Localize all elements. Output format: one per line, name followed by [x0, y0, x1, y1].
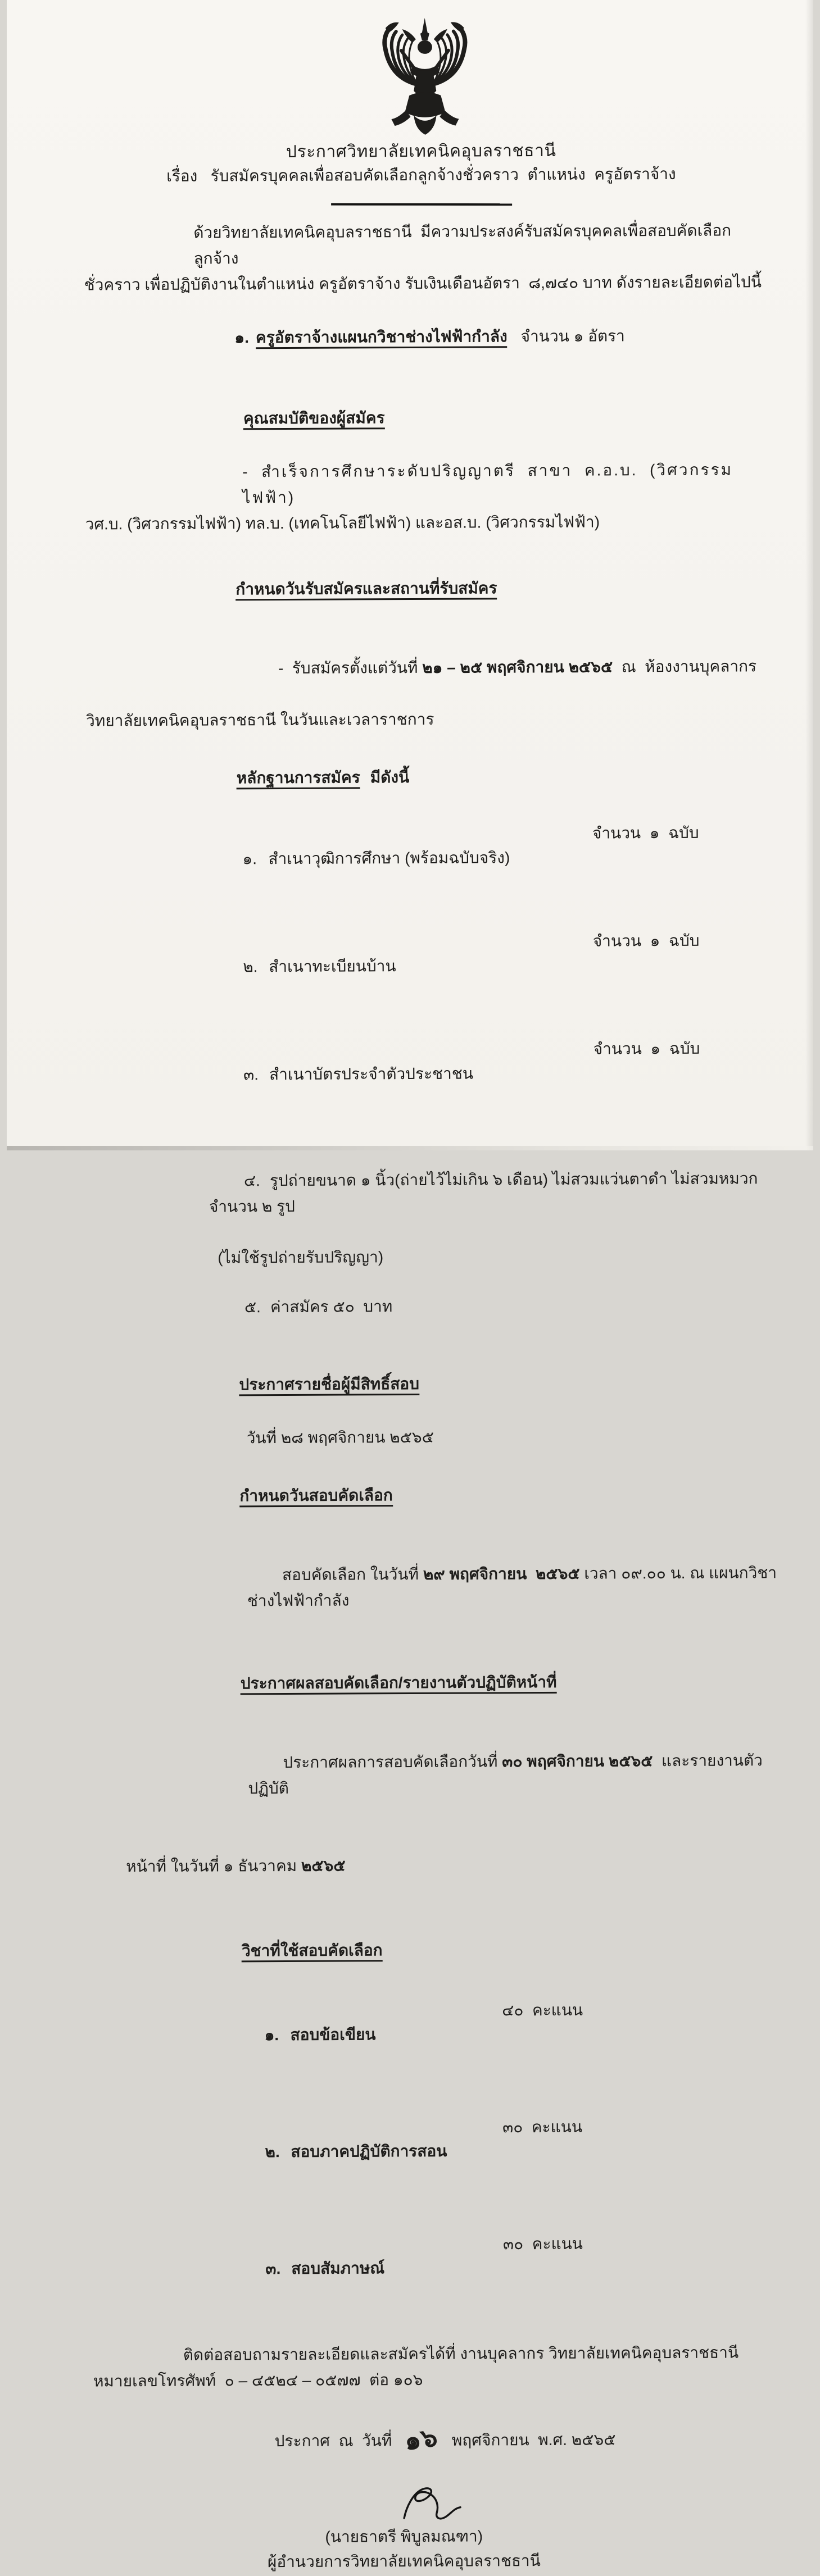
exam-line-post: เวลา ๐๙.๐๐ น. ณ แผนกวิชาช่างไฟฟ้ากำลัง [247, 1564, 777, 1610]
apply-line-2: วิทยาลัยเทคนิคอุบลราชธานี ในวันและเวลาราชการ [86, 710, 434, 730]
garuda-emblem-icon [376, 17, 473, 136]
document-item-text: สำเนาวุฒิการศึกษา (พร้อมฉบับจริง) [268, 849, 510, 868]
signer-name: (นายธาตรี พิบูลมณฑา) [325, 2527, 483, 2546]
subject-number: ๒. [265, 2143, 280, 2161]
document-item-row [10, 1268, 817, 1345]
qualification-line-2: วศ.บ. (วิศวกรรมไฟฟ้า) ทล.บ. (เทคโนโลยีไฟฟ้า) และอส.บ. (วิศวกรรมไฟฟ้า) [85, 513, 600, 533]
contact-line-2: หมายเลขโทรศัพท์ ๐ – ๔๕๒๔ – ๐๕๗๗ ต่อ ๑๐๖ [93, 2370, 423, 2390]
position-heading [6, 295, 813, 379]
apply-line-1-pre: - รับสมัครตั้งแต่วันที่ [278, 658, 423, 677]
announcement-title: ประกาศวิทยาลัยเทคนิคอุบลราชธานี [286, 141, 556, 161]
position-number: ๑. [234, 329, 250, 347]
result-year: ๒๕๖๕ [301, 1856, 346, 1874]
signature-area [15, 2484, 820, 2525]
exam-line-pre: สอบคัดเลือก ในวันที่ [282, 1565, 423, 1584]
apply-line-1 [7, 627, 814, 708]
document-body [5, 217, 820, 2576]
signer-block [15, 2523, 820, 2576]
intro-line-2: ชั่วคราว เพื่อปฏิบัติงานในตำแหน่ง ครูอัตราจ้าง รับเงินเดือนอัตรา ๘,๗๔๐ บาท ดังรายละเอียดต่อไปนี้ [84, 273, 762, 294]
emblem-wrap [4, 0, 812, 139]
document-header [5, 139, 812, 207]
document-item-number: ๕. [244, 1298, 261, 1316]
subject-text: สอบสัมภาษณ์ [291, 2259, 385, 2277]
signature-icon [387, 2485, 482, 2523]
scanned-announcement-page [7, 0, 813, 2571]
document-item-note: (ไม่ใช้รูปถ่ายรับปริญญา) [218, 1248, 384, 1267]
result-line-1-post: และรายงานตัวปฏิบัติ [248, 1751, 763, 1797]
subject-row [14, 2223, 820, 2343]
scan-edge-bottom [7, 1146, 813, 1150]
scan-edge-right [805, 0, 813, 1150]
subject-row [13, 1989, 820, 2109]
document-sheet [4, 0, 816, 2571]
issued-line [15, 2391, 820, 2486]
result-line-1-pre: ประกาศผลการสอบคัดเลือกวันที่ [283, 1753, 502, 1772]
apply-heading-row [7, 547, 814, 631]
result-line-2 [12, 1825, 819, 1906]
exam-heading-row [11, 1453, 818, 1537]
document-item-row [9, 1032, 816, 1143]
document-item-text: รูปถ่ายขนาด ๑ นิ้ว(ถ่ายไว้ไม่เกิน ๖ เดือน) ไม่สวมแว่นตาดำ ไม่สวมหมวก จำนวน ๒ รูป [209, 1169, 763, 1216]
announce-list-heading-row [10, 1342, 817, 1426]
intro-line-1: ด้วยวิทยาลัยเทคนิคอุบลราชธานี มีความประสงค์รับสมัครบุคคลเพื่อสอบคัดเลือกลูกจ้าง [193, 221, 732, 267]
position-title: ครูอัตราจ้างแผนกวิชาช่างไฟฟ้ากำลัง [256, 327, 508, 349]
document-item-number: ๔. [243, 1172, 260, 1190]
subject-score: ๓๐ คะแนน [502, 2118, 583, 2136]
document-item-text: ค่าสมัคร ๕๐ บาท [270, 1298, 393, 1316]
exam-heading: กำหนดวันสอบคัดเลือก [239, 1486, 393, 1507]
exam-line [11, 1534, 818, 1641]
header-divider [331, 203, 512, 206]
subject-text: สอบภาคปฏิบัติการสอน [291, 2142, 447, 2160]
subjects-heading: วิชาที่ใช้สอบคัดเลือก [242, 1941, 383, 1962]
document-item-amount: จำนวน ๑ ฉบับ [593, 1039, 700, 1058]
result-line-1 [12, 1722, 819, 1828]
document-item-row [9, 1140, 816, 1246]
qualification-heading: คุณสมบัติของผู้สมัคร [243, 409, 385, 430]
document-item-row [8, 816, 815, 927]
subject-number: ๓. [265, 2260, 281, 2278]
announce-list-date: วันที่ ๒๘ พฤศจิกายน ๒๕๖๕ [246, 1428, 434, 1447]
announcement-subject: เรื่อง รับสมัครบุคคลเพื่อสอบคัดเลือกลูกจ้างชั่วคราว ตำแหน่ง ครูอัตราจ้าง [166, 165, 676, 185]
document-item-number: ๒. [243, 958, 258, 976]
documents-heading: หลักฐานการสมัคร [237, 768, 360, 789]
issued-day-handwritten: ๑๖ [402, 2422, 440, 2456]
document-item-number: ๑. [242, 850, 257, 868]
issued-pre: ประกาศ ณ วันที่ [274, 2432, 392, 2450]
documents-heading-row [7, 735, 814, 820]
result-date: ๓๐ พฤศจิกายน ๒๕๖๕ [502, 1752, 653, 1771]
subject-row [13, 2106, 820, 2226]
subject-text: สอบข้อเขียน [290, 2026, 376, 2043]
announce-list-heading: ประกาศรายชื่อผู้มีสิทธิ์สอบ [239, 1375, 419, 1396]
subjects-heading-row [12, 1908, 819, 1992]
document-item-amount: จำนวน ๑ ฉบับ [592, 823, 699, 842]
position-quantity: จำนวน ๑ อัตรา [520, 327, 625, 345]
signer-title: ผู้อำนวยการวิทยาลัยเทคนิคอุบลราชธานี [267, 2552, 541, 2571]
documents-heading-suffix: มีดังนี้ [370, 768, 410, 786]
document-item-row [8, 924, 816, 1035]
document-item-text: สำเนาบัตรประจำตัวประชาชน [269, 1064, 474, 1084]
subject-score: ๓๐ คะแนน [502, 2234, 583, 2253]
contact-line-1: ติดต่อสอบถามรายละเอียดและสมัครได้ที่ งานบุคลากร วิทยาลัยเทคนิคอุบลราชธานี [183, 2343, 739, 2364]
issued-post: พฤศจิกายน พ.ศ. ๒๕๖๕ [451, 2431, 616, 2449]
document-item-text: สำเนาทะเบียนบ้าน [269, 957, 396, 976]
document-item-number: ๓. [243, 1066, 259, 1084]
result-heading-row [11, 1641, 818, 1725]
subject-number: ๑. [264, 2026, 279, 2044]
apply-heading: กำหนดวันรับสมัครและสถานที่รับสมัคร [235, 579, 497, 600]
document-item-amount: จำนวน ๑ ฉบับ [592, 931, 700, 950]
apply-line-1-post: ณ ห้องงานบุคลากร [613, 657, 757, 676]
qualification-line-1: - สำเร็จการศึกษาระดับปริญญาตรี สาขา ค.อ.บ. (วิศวกรรมไฟฟ้า) [242, 461, 733, 507]
exam-date: ๒๙ พฤศจิกายน ๒๕๖๕ [423, 1564, 580, 1583]
result-line-2-pre: หน้าที่ ในวันที่ ๑ ธันวาคม [126, 1856, 301, 1876]
qualification-heading-row [6, 376, 813, 460]
result-heading: ประกาศผลสอบคัดเลือก/รายงานตัวปฏิบัติหน้าที่ [241, 1673, 557, 1695]
apply-dates: ๒๑ – ๒๕ พฤศจิกายน ๒๕๖๕ [422, 658, 613, 676]
subject-score: ๔๐ คะแนน [502, 2001, 583, 2019]
